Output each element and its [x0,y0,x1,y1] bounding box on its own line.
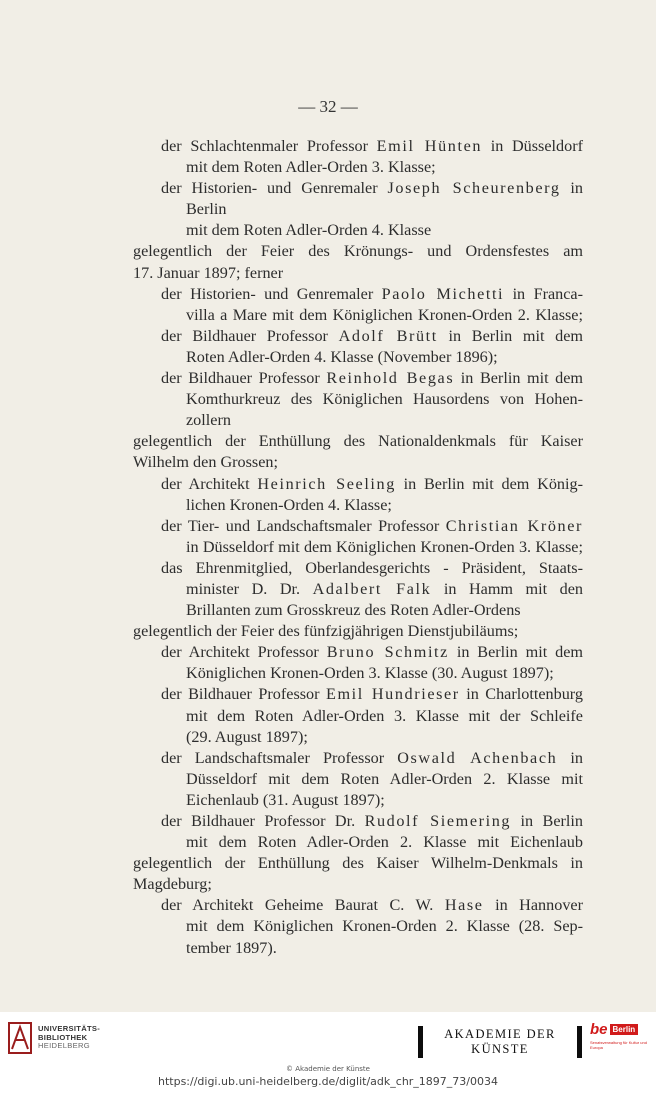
text-segment: tember 1897). [186,938,277,957]
name-spaced: Bruno Schmitz [326,643,449,662]
text-segment: Eichenlaub (31. August 1897); [186,790,385,809]
text-segment: der Schlachtenmaler Professor [161,137,377,155]
text-segment: Berlin [186,200,227,219]
text-line [133,748,583,769]
name-spaced: Joseph Scheurenberg [387,179,561,198]
text-segment: Roten Adler-Orden 4. Klasse (November 1896); [186,347,498,366]
document-body [133,136,583,959]
text-segment: in Berlin mit dem [448,643,583,662]
text-line [133,579,583,600]
text-segment: in [557,748,584,767]
text-segment: in Charlottenburg [459,685,583,704]
text-segment: der Bildhauer Professor Dr. [161,812,365,830]
text-line [133,157,583,178]
text-segment: gelegentlich der Feier des Krönungs- und Ordensfestes am [133,242,583,261]
text-line [133,853,583,874]
text-segment: gelegentlich der Enthüllung des Nationaldenkmals für Kaiser [133,432,583,451]
text-segment: mit dem Roten Adler-Orden 3. Klasse; [186,158,436,177]
name-spaced: Oswald Achenbach [397,748,558,767]
text-segment: in Franca- [504,284,583,303]
text-line [133,220,583,241]
text-segment: Wilhelm den Grossen; [133,453,279,472]
library-name [38,1025,100,1051]
text-segment: in Berlin mit dem [454,369,583,388]
name-spaced: Paolo Michetti [381,284,505,303]
text-segment: der Historien- und Genremaler [161,284,382,303]
text-line [133,241,583,262]
text-segment: Magdeburg; [133,875,212,894]
text-line [133,684,583,705]
text-line [133,938,583,959]
text-line [133,263,583,284]
text-segment: Brillanten zum Grosskreuz des Roten Adler-Ordens [186,601,521,620]
text-line [133,431,583,452]
text-line [133,811,583,832]
name-spaced: Heinrich Seeling [257,474,396,493]
text-segment: minister D. Dr. [186,579,313,598]
text-segment: mit dem Königlichen Kronen-Orden 2. Klasse (28. Sep- [186,917,583,936]
text-segment: Düsseldorf mit dem Roten Adler-Orden 2. Klasse mit [186,769,583,788]
text-segment: mit dem Roten Adler-Orden 2. Klasse mit Eichenlaub [186,833,583,852]
text-segment: der Historien- und Genremaler [161,179,388,198]
university-library-logo[interactable] [8,1020,138,1056]
text-line [133,178,583,199]
text-segment: lichen Kronen-Orden 4. Klasse; [186,495,392,514]
text-segment: in Berlin [511,812,583,830]
text-segment: in Berlin mit dem [437,326,583,345]
text-segment: zollern [186,411,231,430]
text-segment: gelegentlich der Feier des fünfzigjährigen Dienstjubiläums; [133,622,519,641]
library-name-line2: BIBLIOTHEK [38,1032,88,1042]
text-segment: mit dem Roten Adler-Orden 3. Klasse mit der Schleife [186,706,583,725]
name-spaced: Hase [444,896,484,915]
text-segment: der Bildhauer Professor [161,369,327,388]
page-number: — 32 — [298,97,358,116]
text-segment: in Düsseldorf [482,137,584,155]
text-segment: in Hamm mit den [431,579,583,598]
text-line [133,495,583,516]
text-line [133,558,583,579]
text-segment: in Berlin mit dem König- [395,474,583,493]
name-spaced: Christian Kröner [445,516,583,535]
text-line [133,895,583,916]
text-segment: das Ehrenmitglied, Oberlandesgerichts - Präsident, Staats- [161,558,583,577]
text-segment: 17. Januar 1897; ferner [133,263,284,282]
text-segment: der Bildhauer Professor [161,326,339,345]
akademie-logo[interactable] [418,1026,582,1058]
text-line [133,600,583,621]
text-line [133,832,583,853]
copyright-notice: © Akademie der Künste [286,1065,370,1073]
text-segment: in Hannover [483,896,583,915]
text-segment: der Architekt [161,474,258,493]
name-spaced: Reinhold Begas [326,369,455,388]
text-line [133,621,583,642]
text-segment: mit dem Roten Adler-Orden 4. Klasse [186,221,432,240]
text-line [133,874,583,895]
permalink-url[interactable]: https://digi.ub.uni-heidelberg.de/diglit/adk_chr_1897_73/0034 [157,1075,499,1088]
library-name-line3: HEIDELBERG [38,1041,90,1051]
text-line [133,537,583,558]
name-spaced: Emil Hundrieser [325,685,460,704]
text-line [133,474,583,495]
text-segment: (29. August 1897); [186,727,308,746]
text-line [133,706,583,727]
text-line [133,790,583,811]
text-segment: der Tier- und Landschaftsmaler Professor [161,516,446,535]
text-line [133,136,583,157]
berlin-senate-logo[interactable] [590,1020,650,1062]
berlin-be-mark: be [590,1020,608,1038]
text-line [133,663,583,684]
berlin-badge: Berlin [610,1024,639,1035]
text-line [133,916,583,937]
text-segment: der Architekt Geheime Baurat C. W. [161,896,445,915]
text-line [133,769,583,790]
berlin-sub-label: Senatsverwaltung für Kultur und Europa [590,1040,647,1050]
text-segment: villa a Mare mit dem Königlichen Kronen-Orden 2. Klasse; [186,305,583,324]
text-segment: in [560,179,583,198]
akademie-logo-label: AKADEMIE DER KÜNSTE [423,1024,577,1060]
text-line [133,642,583,663]
text-line [133,727,583,748]
text-line [133,326,583,347]
text-segment: in Düsseldorf mit dem Königlichen Kronen-Orden 3. Klasse; [186,537,583,556]
text-line [133,389,583,410]
text-segment: der Architekt Professor [161,643,327,662]
text-line [133,199,583,220]
text-segment: der Bildhauer Professor [161,685,326,704]
text-line [133,368,583,389]
text-line [133,305,583,326]
name-spaced: Rudolf Siemering [364,812,512,830]
library-name-line1: UNIVERSITÄTS- [38,1024,101,1034]
text-segment: Komthurkreuz des Königlichen Hausordens von Hohen- [186,390,583,409]
text-segment: gelegentlich der Enthüllung des Kaiser Wilhelm-Denkmals in [133,854,583,873]
library-crest-icon [8,1022,32,1054]
name-spaced: Emil Hünten [376,137,483,155]
text-segment: der Landschaftsmaler Professor [161,748,398,767]
name-spaced: Adalbert Falk [312,579,432,598]
text-line [133,516,583,537]
name-spaced: Adolf Brütt [338,326,438,345]
text-line [133,452,583,473]
text-segment: Königlichen Kronen-Orden 3. Klasse (30. August 1897); [186,664,554,683]
text-line [133,410,583,431]
text-line [133,347,583,368]
text-line [133,284,583,305]
